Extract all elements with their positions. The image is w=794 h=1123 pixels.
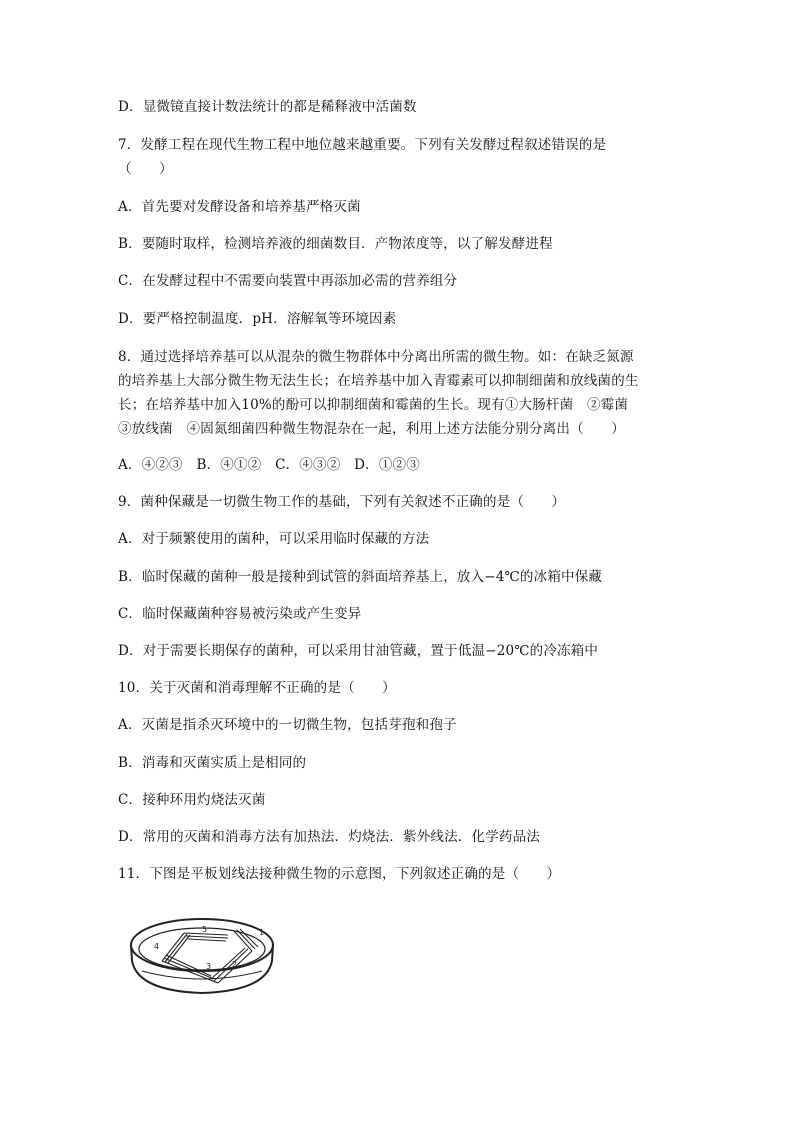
q7-stem-line1: 7．发酵工程在现代生物工程中地位越来越重要。下列有关发酵过程叙述错误的是: [118, 137, 607, 153]
q8-options: A．④②③ B．④①② C．④③② D．①②③: [118, 457, 420, 473]
q10-option-c: C．接种环用灼烧法灭菌: [118, 792, 266, 808]
q7-stem-line2: （ ）: [118, 161, 173, 177]
figure-label-5: 5: [202, 925, 208, 934]
q9-option-c: C．临时保藏菌种容易被污染或产生变异: [118, 606, 362, 622]
q7-option-b: B．要随时取样，检测培养液的细菌数目．产物浓度等，以了解发酵进程: [118, 236, 553, 252]
q7-option-c: C．在发酵过程中不需要向装置中再添加必需的营养组分: [118, 273, 458, 289]
q6-option-d: D．显微镜直接计数法统计的都是稀释液中活菌数: [118, 99, 417, 115]
figure-label-1: 1: [259, 928, 265, 937]
figure-label-4: 4: [154, 942, 160, 951]
q8-stem-line3: 长；在培养基中加入10%的酚可以抑制细菌和霉菌的生长。现有①大肠杆菌 ②霉菌: [118, 397, 629, 413]
streak-region-1: [234, 929, 258, 951]
petri-dish-streak-figure: [128, 905, 276, 1001]
q7-option-d: D．要严格控制温度．pH．溶解氧等环境因素: [118, 311, 397, 327]
figure-label-3: 3: [206, 962, 212, 971]
q8-stem-line4: ③放线菌 ④固氮细菌四种微生物混杂在一起，利用上述方法能分别分离出（ ）: [118, 421, 625, 437]
q10-option-b: B．消毒和灭菌实质上是相同的: [118, 755, 307, 771]
q9-option-d: D．对于需要长期保存的菌种，可以采用甘油管藏，置于低温−20℃的冷冻箱中: [118, 643, 599, 659]
q8-stem-line1: 8．通过选择培养基可以从混杂的微生物群体中分离出所需的微生物。如：在缺乏氮源: [118, 349, 634, 365]
q10-stem: 10．关于灭菌和消毒理解不正确的是（ ）: [118, 680, 396, 696]
q10-option-d: D．常用的灭菌和消毒方法有加热法．灼烧法．紫外线法．化学药品法: [118, 829, 541, 845]
streak-region-5: [184, 933, 228, 941]
q9-option-a: A．对于频繁使用的菌种，可以采用临时保藏的方法: [118, 531, 430, 547]
dish-wall: [131, 945, 273, 993]
q10-option-a: A．灭菌是指杀灭环境中的一切微生物，包括芽孢和孢子: [118, 717, 457, 733]
q11-stem: 11．下图是平板划线法接种微生物的示意图，下列叙述正确的是（ ）: [118, 866, 561, 882]
figure-label-2: 2: [232, 960, 238, 969]
q9-stem: 9．菌种保藏是一切微生物工作的基础，下列有关叙述不正确的是（ ）: [118, 494, 566, 510]
q8-stem-line2: 的培养基上大部分微生物无法生长；在培养基中加入青霉素可以抑制细菌和放线菌的生: [118, 373, 639, 389]
q9-option-b: B．临时保藏的菌种一般是接种到试管的斜面培养基上，放入−4℃的冰箱中保藏: [118, 569, 603, 585]
q7-option-a: A．首先要对发酵设备和培养基严格灭菌: [118, 199, 361, 215]
